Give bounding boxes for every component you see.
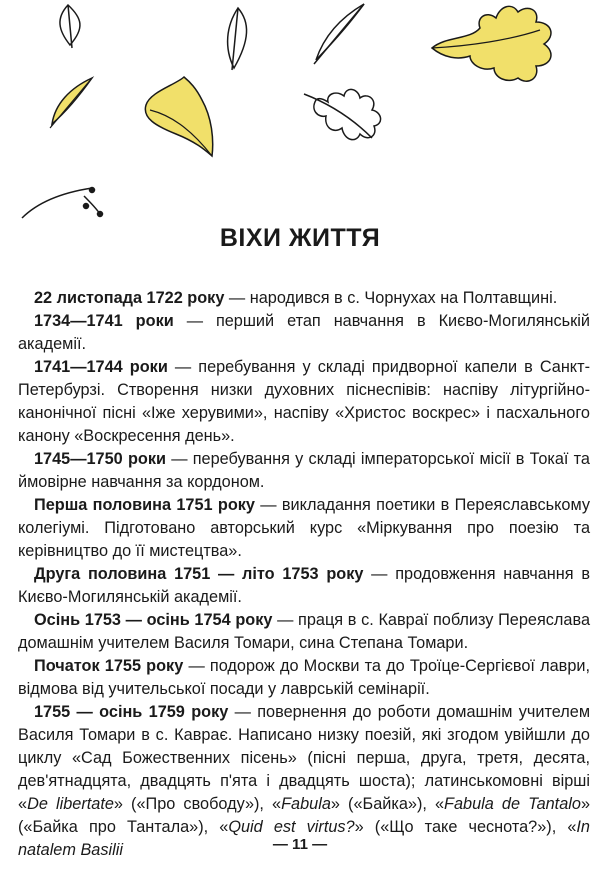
leaf-outline-icon: [228, 8, 247, 70]
oak-leaf-icon: [432, 6, 551, 81]
latin-title: Fabula de Tantalo: [444, 795, 581, 813]
entry-text: — перебування у складі імператорської місії в Токаї та ймовірне навчання за кордоном.: [18, 450, 590, 491]
entry-text: — продовження навчання в Києво-Могилянській академії.: [18, 565, 590, 606]
entry-date: 1755 — осінь 1759 року: [34, 703, 229, 721]
twig-icon: [22, 188, 103, 219]
timeline-entry: [18, 310, 590, 356]
latin-title: In natalem Basilii: [18, 818, 590, 859]
latin-title: Quid est virtus?: [228, 818, 355, 836]
timeline-entry: [18, 356, 590, 448]
entry-date: Осінь 1753 — осінь 1754 року: [34, 611, 273, 629]
leaf-outline-icon: [60, 5, 80, 48]
timeline-entry: [18, 448, 590, 494]
entry-text: » («Байка»), «: [330, 795, 445, 813]
entry-text: — викладання поетики в Переяславському колегіумі. Підготовано авторський курс «Міркування про поезію та керівництво до її мистецтва».: [18, 496, 590, 560]
leaf-outline-icon: [314, 4, 364, 64]
timeline-entry: [18, 563, 590, 609]
entry-date: 1745—1750 роки: [34, 450, 166, 468]
entry-date: 1734—1741 роки: [34, 312, 174, 330]
entry-date: Початок 1755 року: [34, 657, 184, 675]
timeline-entry: [18, 609, 590, 655]
heart-leaf-icon: [145, 77, 212, 156]
entry-text: — перебування у складі придворної капели в Санкт-Петербурзі. Створення низки духовних піснеспівів: наспіву літургійно-канонічної пісні «Іже херувими», наспіву «Христос воскрес» і пасхального канону «Воскресення день».: [18, 358, 590, 445]
entry-text: » («Що таке чеснота?»), «: [354, 818, 577, 836]
entry-text: — подорож до Москви та до Троїце-Сергієвої лаври, відмова від учительської посади у лаврській семінарії.: [18, 657, 590, 698]
latin-title: Fabula: [281, 795, 331, 813]
entry-text: — повернення до роботи домашнім учителем Василя Томари в с. Каврає. Написано низку поезій, які згодом увійшли до циклу «Сад Божественних пісень» (пісні перша, друга, третя, десята, дев'ятнадцята, двадцять п'ята і двадцять шоста); латинськомовні вірші «: [18, 703, 591, 813]
timeline: [18, 287, 590, 862]
oak-leaf-icon: [304, 89, 381, 139]
timeline-entry: [18, 655, 590, 701]
timeline-entry: [18, 494, 590, 563]
entry-date: 22 листопада 1722 року: [34, 289, 225, 307]
entry-text: — перший етап навчання в Києво-Могилянській академії.: [18, 312, 590, 353]
entry-text: » («Про свободу»), «: [113, 795, 282, 813]
entry-text: — народився в с. Чорнухах на Полтавщині.: [224, 289, 558, 307]
page-title: ВІХИ ЖИТТЯ: [219, 224, 381, 252]
entry-text: » («Байка про Тантала»), «: [18, 795, 590, 836]
entry-date: Перша половина 1751 року: [34, 496, 255, 514]
latin-title: De libertate: [27, 795, 114, 813]
entry-text: — праця в с. Кавраї поблизу Переяслава домашнім учителем Василя Томари, сина Степана Томари.: [18, 611, 590, 652]
leaf-yellow-icon: [50, 78, 92, 128]
timeline-entry: [18, 287, 590, 310]
entry-date: 1741—1744 роки: [34, 358, 168, 376]
page-number: — 11 —: [272, 836, 328, 853]
entry-date: Друга половина 1751 — літо 1753 року: [34, 565, 364, 583]
falling-leaves-decoration: [0, 0, 600, 240]
